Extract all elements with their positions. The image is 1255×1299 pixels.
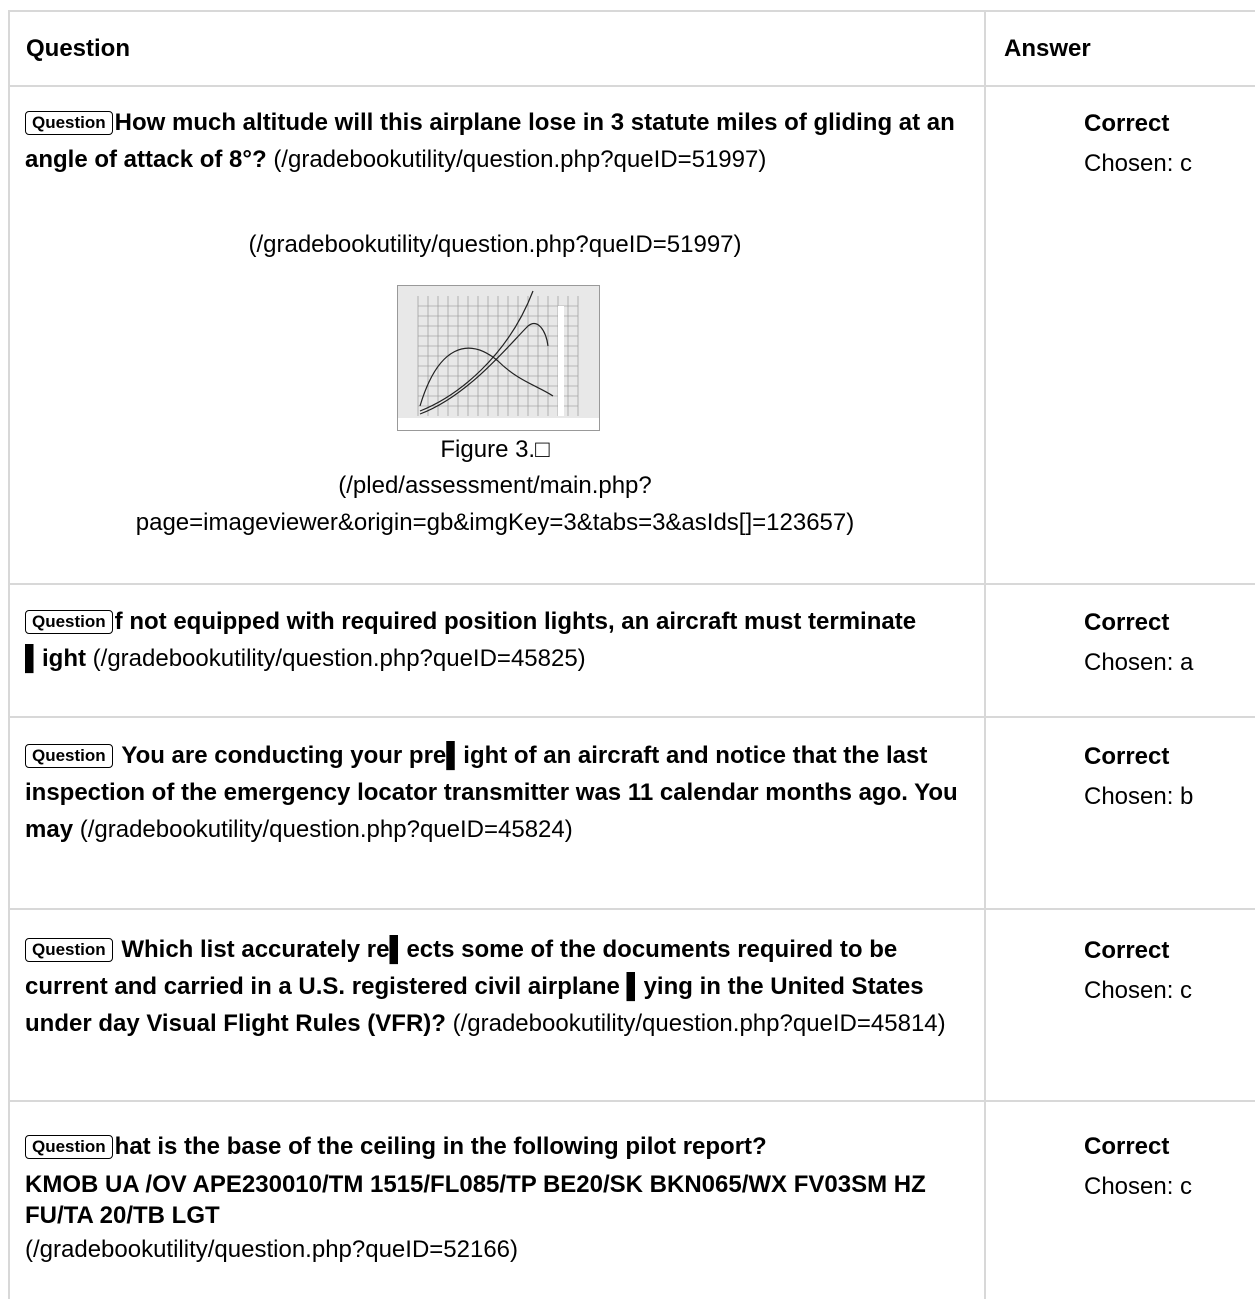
answer-cell bbox=[1084, 931, 1192, 1011]
question-link[interactable]: (/gradebookutility/question.php?queID=45824) bbox=[79, 816, 573, 843]
answer-chosen: Chosen: b bbox=[1084, 783, 1194, 810]
question-cell bbox=[25, 603, 965, 677]
answer-status: Correct bbox=[1084, 1133, 1170, 1160]
question-link[interactable]: (/gradebookutility/question.php?queID=45814) bbox=[452, 1010, 946, 1037]
question-extra-link[interactable]: (/gradebookutility/question.php?queID=51997) bbox=[248, 231, 742, 258]
answer-chosen: Chosen: c bbox=[1084, 1173, 1193, 1200]
row-divider bbox=[8, 583, 1255, 585]
question-cell bbox=[25, 931, 965, 1042]
figure-link[interactable]: (/pled/assessment/main.php?page=imageviewer&origin=gb&imgKey=3&tabs=3&asIds[]=123657) bbox=[135, 472, 855, 536]
figure-chart-thumbnail bbox=[398, 286, 599, 430]
row-divider bbox=[8, 716, 1255, 718]
question-text: f not equipped with required position lights, an aircraft must terminate ▌ight bbox=[25, 608, 917, 672]
answer-chosen: Chosen: c bbox=[1084, 150, 1193, 177]
question-badge: Question bbox=[25, 1135, 113, 1159]
header-bottom-border bbox=[8, 85, 1255, 87]
answer-status: Correct bbox=[1084, 609, 1170, 636]
question-badge: Question bbox=[25, 938, 113, 962]
question-cell bbox=[25, 1128, 965, 1268]
question-cell bbox=[25, 104, 965, 178]
column-header-question: Question bbox=[26, 35, 131, 62]
row-divider bbox=[8, 908, 1255, 910]
question-text: hat is the base of the ceiling in the following pilot report? bbox=[114, 1133, 767, 1160]
pirep-text: KMOB UA /OV APE230010/TM 1515/FL085/TP BE20/SK BKN065/WX FV03SM HZ FU/TA 20/TB LGT bbox=[25, 1171, 926, 1229]
question-badge: Question bbox=[25, 111, 113, 135]
question-text: How much altitude will this airplane lose in 3 statute miles of gliding at an angle of attack of 8°? bbox=[25, 109, 955, 173]
figure-caption: Figure 3.□ bbox=[440, 436, 550, 463]
answer-cell bbox=[1084, 737, 1193, 817]
figure-image[interactable] bbox=[397, 285, 600, 431]
column-header-answer: Answer bbox=[1004, 35, 1091, 62]
question-text: You are conducting your pre▌ight of an aircraft and notice that the last inspection of the emergency locator transmitter was 11 calendar months ago. You may bbox=[25, 742, 958, 843]
answer-status: Correct bbox=[1084, 937, 1170, 964]
answer-cell bbox=[1084, 104, 1192, 184]
answer-status: Correct bbox=[1084, 110, 1170, 137]
row-divider bbox=[8, 1100, 1255, 1102]
answer-status: Correct bbox=[1084, 743, 1170, 770]
question-badge: Question bbox=[25, 610, 113, 634]
table-top-border bbox=[8, 10, 1255, 12]
question-cell bbox=[25, 737, 965, 848]
column-divider bbox=[984, 10, 986, 1299]
question-link[interactable]: (/gradebookutility/question.php?queID=45825) bbox=[92, 645, 586, 672]
answer-cell bbox=[1084, 1127, 1192, 1207]
table-left-border bbox=[8, 10, 10, 1299]
answer-chosen: Chosen: c bbox=[1084, 977, 1193, 1004]
question-link[interactable]: (/gradebookutility/question.php?queID=51997) bbox=[273, 146, 767, 173]
question-link[interactable]: (/gradebookutility/question.php?queID=52166) bbox=[25, 1236, 519, 1263]
answer-chosen: Chosen: a bbox=[1084, 649, 1194, 676]
answer-cell bbox=[1084, 603, 1193, 683]
question-text: Which list accurately re▌ects some of the documents required to be current and carried in a U.S. registered civil airplane ▌ying in the United States under day Visual Flight Rules (VFR)? bbox=[25, 936, 924, 1037]
question-badge: Question bbox=[25, 744, 113, 768]
